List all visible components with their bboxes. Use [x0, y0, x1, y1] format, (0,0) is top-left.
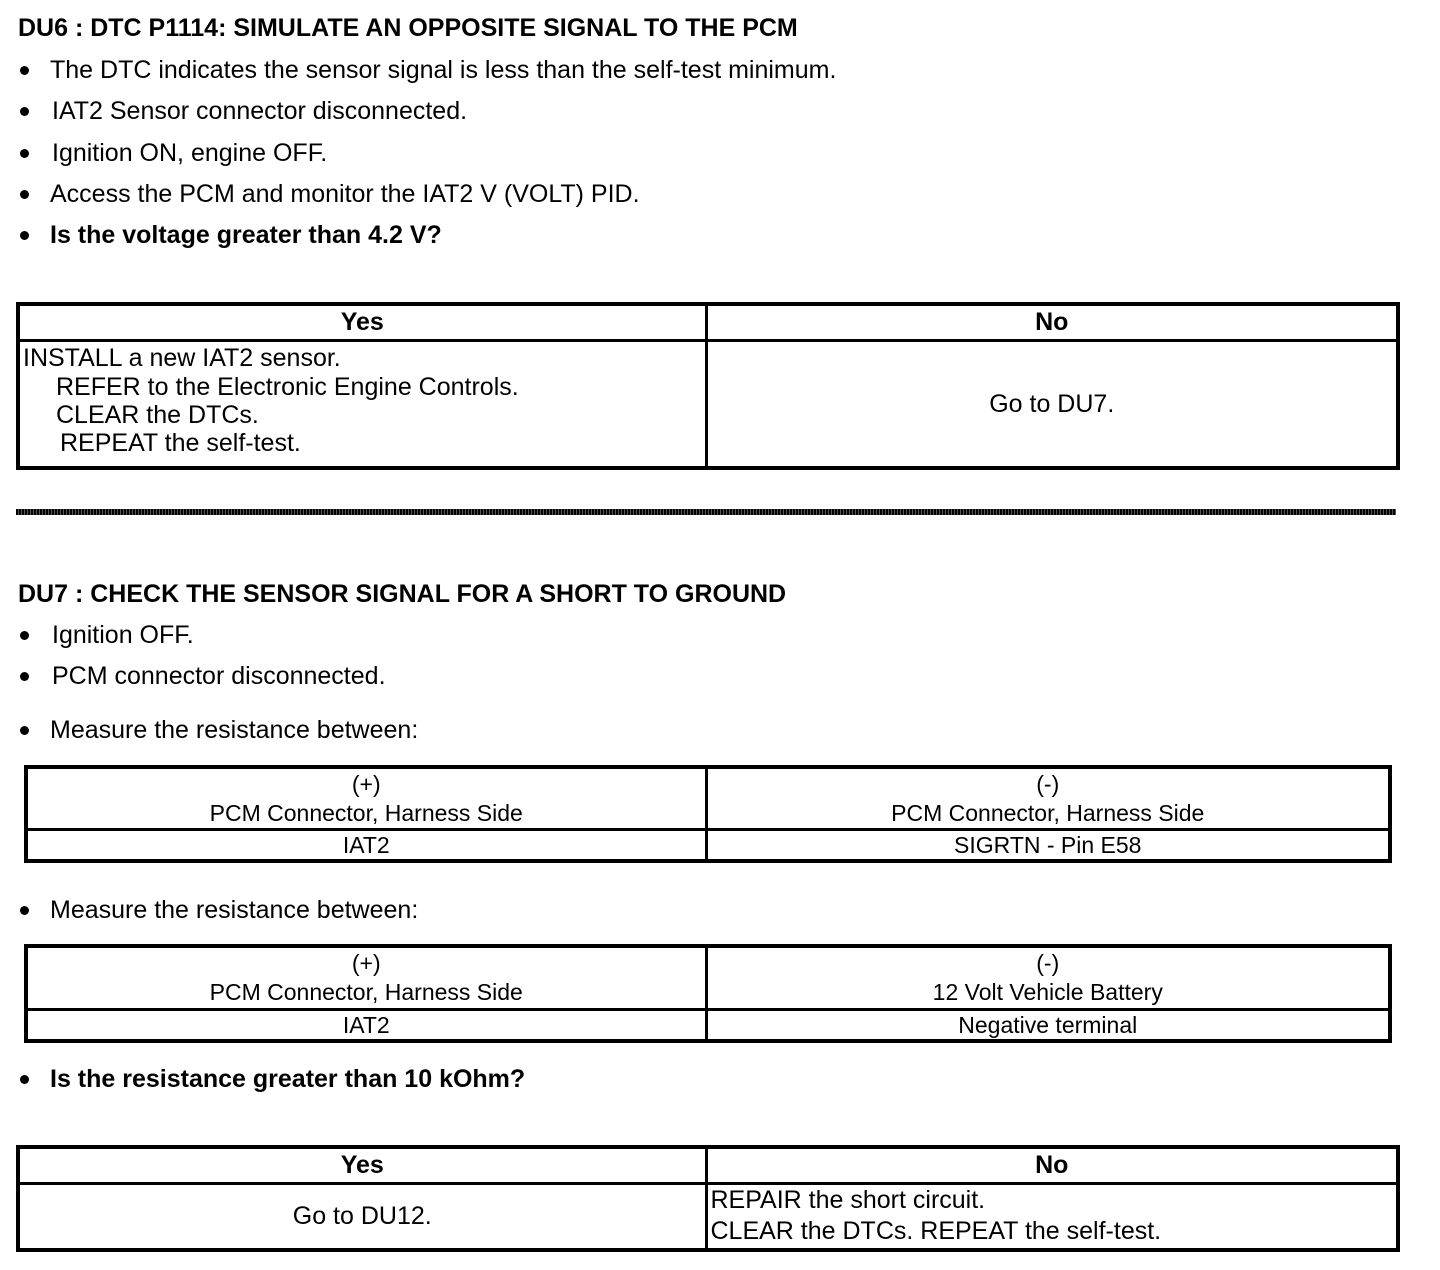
du7-yes-header: Yes	[18, 1147, 706, 1183]
du7-no-cell: REPAIR the short circuit. CLEAR the DTCs. REPEAT the self-test.	[706, 1183, 1398, 1250]
du7-no-header: No	[706, 1147, 1398, 1183]
bullet-dot-icon	[20, 906, 29, 915]
du6-no-cell: Go to DU7.	[706, 340, 1398, 468]
du6-no-header: No	[706, 304, 1398, 340]
measure1-minus-header: (-) PCM Connector, Harness Side	[706, 767, 1390, 830]
measure2-minus-header: (-) 12 Volt Vehicle Battery	[706, 946, 1390, 1010]
section-divider	[16, 509, 1396, 515]
bullet-dot-icon	[20, 231, 29, 240]
du6-heading: DU6 : DTC P1114: SIMULATE AN OPPOSITE SIGNAL TO THE PCM	[18, 14, 798, 42]
measure1-plus-header: (+) PCM Connector, Harness Side	[26, 767, 706, 830]
du7-yes-cell: Go to DU12.	[18, 1183, 706, 1250]
bullet-dot-icon	[20, 726, 29, 735]
measure1-minus-value: SIGRTN - Pin E58	[706, 830, 1390, 862]
bullet-dot-icon	[20, 66, 29, 75]
bullet-dot-icon	[20, 149, 29, 158]
du7-heading: DU7 : CHECK THE SENSOR SIGNAL FOR A SHORT TO GROUND	[18, 580, 787, 608]
bullet-dot-icon	[20, 190, 29, 199]
du7-measure-table-1	[24, 765, 1392, 863]
bullet-dot-icon	[20, 672, 29, 681]
measure2-plus-value: IAT2	[26, 1010, 706, 1042]
measure2-plus-header: (+) PCM Connector, Harness Side	[26, 946, 706, 1010]
du6-result-table	[16, 302, 1400, 470]
bullet-dot-icon	[20, 631, 29, 640]
measure2-minus-value: Negative terminal	[706, 1010, 1390, 1042]
measure1-plus-value: IAT2	[26, 830, 706, 862]
du6-yes-header: Yes	[18, 304, 706, 340]
bullet-dot-icon	[20, 107, 29, 116]
du7-measure-table-2	[24, 944, 1392, 1043]
du6-yes-cell: INSTALL a new IAT2 sensor. REFER to the Electronic Engine Controls. CLEAR the DTCs. REPEAT the self-test.	[18, 340, 706, 468]
du7-result-table	[16, 1145, 1400, 1252]
bullet-dot-icon	[20, 1075, 29, 1084]
